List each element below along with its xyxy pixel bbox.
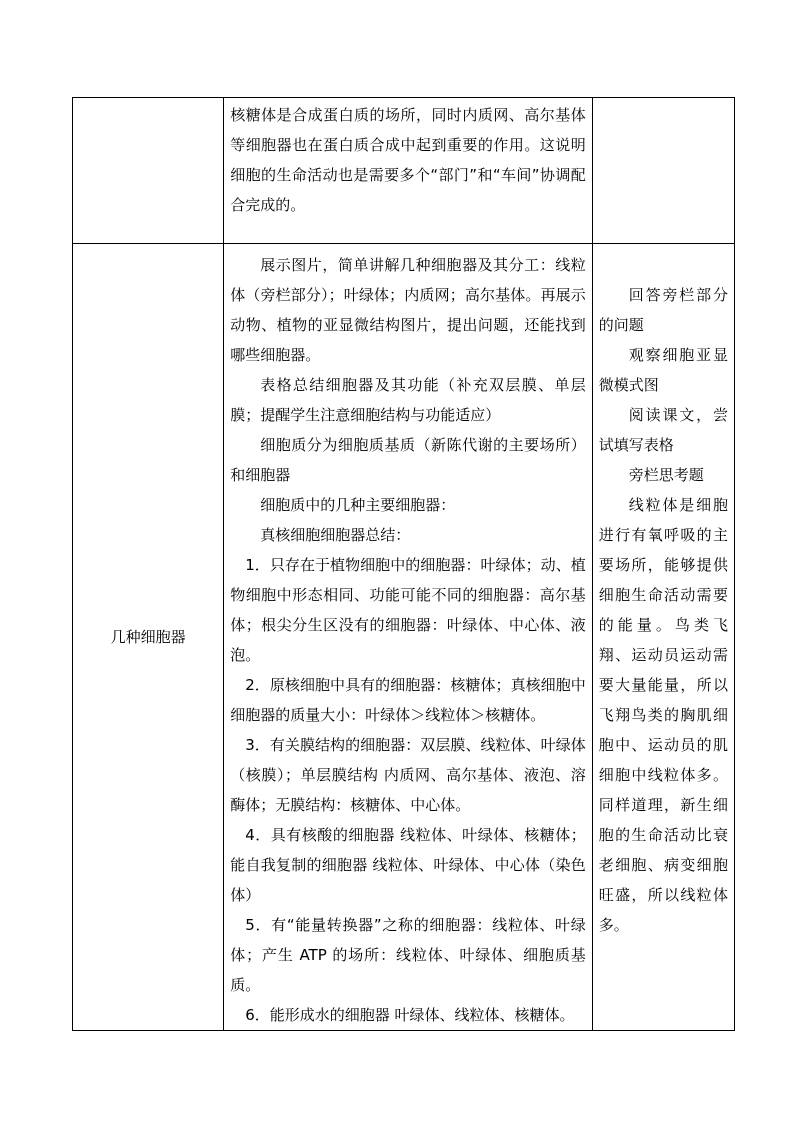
side-note: 回答旁栏部分的问题 (598, 286, 728, 334)
side-note: 旁栏思考题 (628, 466, 704, 484)
lesson-table (72, 97, 735, 1031)
list-item: 1．只存在于植物细胞中的细胞器：叶绿体；动、植物细胞中形态相同、功能可能不同的细胞器：高尔基体；根尖分生区没有的细胞器：叶绿体、中心体、液泡。 (230, 556, 586, 664)
list-item: 2．原核细胞中具有的细胞器：核糖体；真核细胞中细胞器的质量大小：叶绿体＞线粒体＞核糖体。 (230, 676, 586, 724)
side-note: 阅读课文，尝试填写表格 (598, 406, 728, 454)
paragraph: 表格总结细胞器及其功能（补充双层膜、单层膜；提醒学生注意细胞结构与功能适应） (230, 376, 586, 424)
content-cell (224, 244, 593, 1031)
content-cell (224, 98, 593, 244)
list-item: 5．有“能量转换器”之称的细胞器：线粒体、叶绿体；产生 ATP 的场所：线粒体、叶绿体、细胞质基质。 (230, 916, 586, 994)
side-note: 观察细胞亚显微模式图 (598, 346, 728, 394)
table-row (73, 98, 735, 244)
list-item: 3．有关膜结构的细胞器：双层膜、线粒体、叶绿体（核膜）；单层膜结构 内质网、高尔基体、液泡、溶酶体；无膜结构：核糖体、中心体。 (230, 736, 586, 814)
list-item: 4．具有核酸的细胞器 线粒体、叶绿体、核糖体；能自我复制的细胞器 线粒体、叶绿体、中心体（染色体） (230, 826, 586, 904)
paragraph: 细胞质中的几种主要细胞器： (260, 496, 456, 514)
row-label-cell (73, 98, 224, 244)
paragraph: 细胞质分为细胞质基质（新陈代谢的主要场所）和细胞器 (230, 436, 586, 484)
list-item: 6．能形成水的细胞器 叶绿体、线粒体、核糖体。 (245, 1006, 575, 1024)
table-row (73, 244, 735, 1031)
paragraph: 展示图片，简单讲解几种细胞器及其分工：线粒体（旁栏部分）；叶绿体；内质网；高尔基体。再展示动物、植物的亚显微结构图片，提出问题，还能找到哪些细胞器。 (230, 256, 586, 364)
side-cell (592, 98, 734, 244)
side-cell (592, 244, 734, 1031)
row-label-cell: 几种细胞器 (73, 244, 224, 1031)
side-note: 线粒体是细胞进行有氧呼吸的主要场所，能够提供细胞生命活动需要的能量。鸟类飞翔、运动员运动需要大量能量，所以飞翔鸟类的胸肌细胞中、运动员的肌细胞中线粒体多。同样道理，新生细胞的生命活动比衰老细胞、病变细胞旺盛，所以线粒体多。 (598, 496, 728, 934)
paragraph: 核糖体是合成蛋白质的场所，同时内质网、高尔基体等细胞器也在蛋白质合成中起到重要的作用。这说明细胞的生命活动也是需要多个“部门”和“车间”协调配合完成的。 (230, 106, 586, 214)
paragraph: 真核细胞细胞器总结： (260, 526, 411, 544)
